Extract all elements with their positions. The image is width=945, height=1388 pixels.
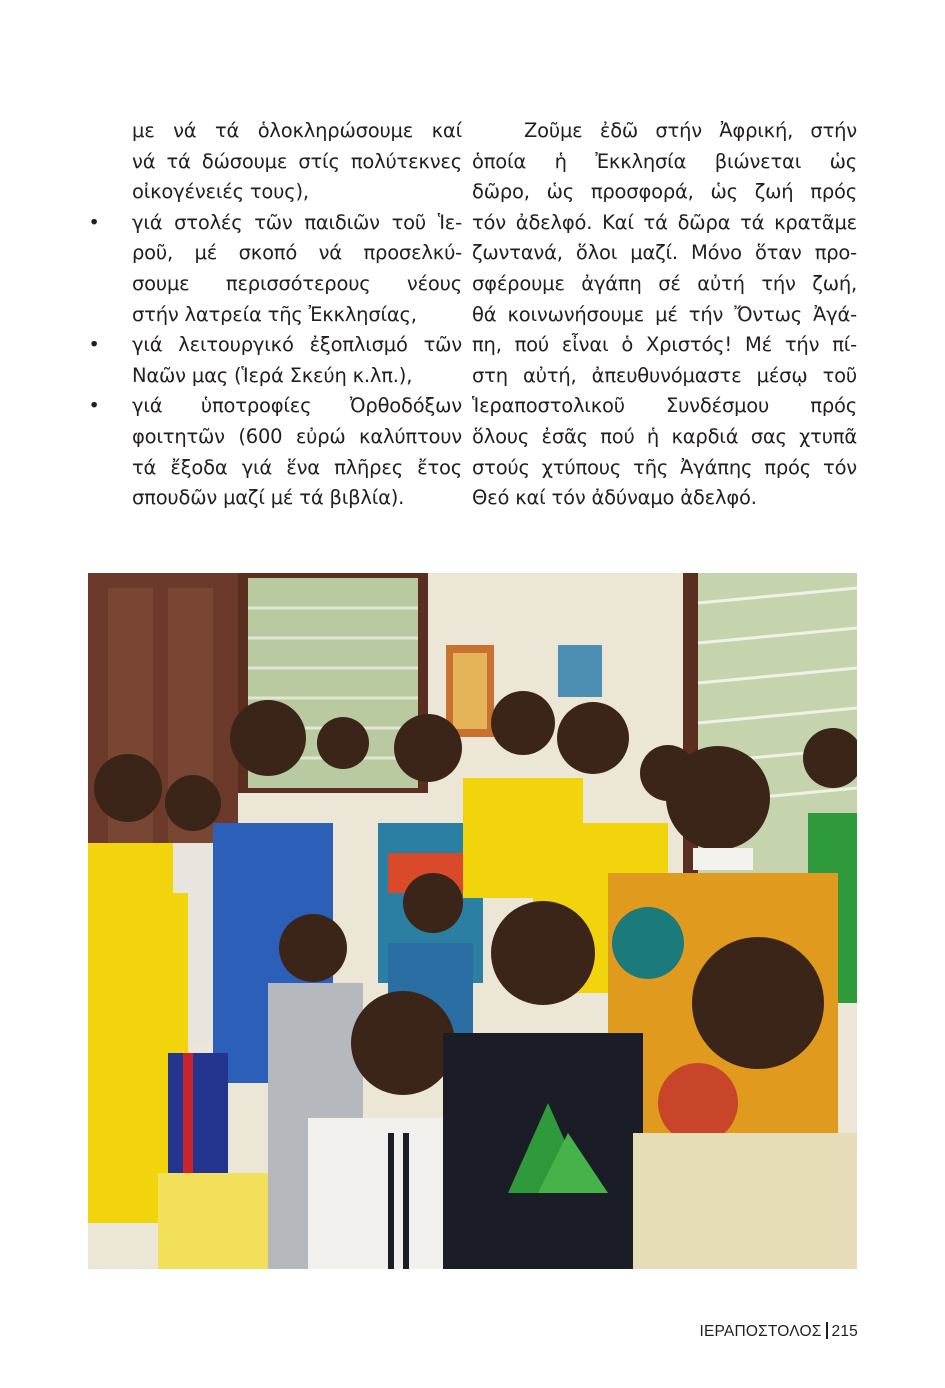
text-line: θά κοινωνήσουμε μέ τήν Ὄντως Ἀγά-: [472, 302, 857, 326]
left-column: [88, 116, 462, 514]
footer-divider: [826, 1322, 828, 1339]
text-line: Ναῶν μας (Ἱερά Σκεύη κ.λπ.),: [132, 363, 413, 387]
icon-painting-blue: [558, 645, 602, 697]
text-line: ὅλους ἐσᾶς πού ἡ καρδιά σας χτυπᾶ: [472, 424, 857, 448]
text-line: γιά ὑποτροφίες Ὀρθοδόξων: [132, 394, 462, 418]
bullet-item-scholarships: [88, 391, 462, 513]
icon-painting-inner: [453, 653, 487, 729]
text-line: τόν ἀδελφό. Καί τά δῶρα τά κρατᾶμε: [472, 210, 857, 234]
text-line: ζωντανά, ὅλοι μαζί. Μόνο ὅταν προ-: [472, 241, 857, 265]
text-line: στη αὐτή, ἀπευθυνόμαστε μέσῳ τοῦ: [472, 363, 857, 387]
bullet-line: [88, 391, 462, 422]
text-line: δῶρο, ὡς προσφορά, ὡς ζωή πρός: [472, 180, 857, 204]
photo-illustration: [88, 573, 857, 1269]
text-line: οἰκογένειές τους),: [132, 180, 309, 204]
text-line: γιά λειτουργικό ἐξοπλισμό τῶν: [132, 333, 462, 357]
bullet-item-liturgical-equipment: [88, 330, 462, 391]
page-number: 215: [831, 1323, 858, 1340]
bullet-line: [88, 330, 462, 361]
text-line: φοιτητῶν (600 εὐρώ καλύπτουν: [132, 424, 462, 448]
text-line: σφέρουμε ἀγάπη σέ αὐτή τήν ζωή,: [472, 271, 857, 295]
text-line: τά ἔξοδα γιά ἕνα πλῆρες ἔτος: [132, 455, 462, 479]
text-line: πη, πού εἶναι ὁ Χριστός! Μέ τήν πί-: [472, 333, 857, 357]
text-line: σουμε περισσότερους νέους: [132, 271, 462, 295]
bullet-icon: •: [88, 394, 100, 418]
text-line: Ἱεραποστολικοῦ Συνδέσμου πρός: [472, 394, 857, 418]
bullet-item-uniforms: [88, 208, 462, 330]
text-line: σπουδῶν μαζί μέ τά βιβλία).: [132, 486, 405, 510]
text-line: με νά τά ὁλοκληρώσουμε καί: [132, 119, 462, 142]
text-line: γιά στολές τῶν παιδιῶν τοῦ Ἱε-: [132, 210, 462, 234]
text-line: ὁποία ἡ Ἐκκλησία βιώνεται ὡς: [472, 149, 857, 173]
right-column: [472, 116, 857, 514]
bullet-icon: •: [88, 333, 100, 357]
text-line: Θεό καί τόν ἀδύναμο ἀδελφό.: [472, 486, 757, 510]
door-panel: [168, 588, 213, 878]
door-panel: [108, 588, 153, 878]
text-line: στήν λατρεία τῆς Ἐκκλησίας,: [132, 302, 417, 326]
text-line: Ζοῦμε ἐδῶ στήν Ἀφρική, στήν: [524, 119, 857, 142]
text-line: νά τά δώσουμε στίς πολύτεκνες: [132, 149, 462, 173]
bullet-icon: •: [88, 210, 100, 234]
page-footer: [699, 1322, 858, 1341]
text-line: στούς χτύπους τῆς Ἀγάπης πρός τόν: [472, 455, 857, 479]
magazine-name: ΙΕΡΑΠΟΣΤΟΛΟΣ: [699, 1323, 822, 1340]
group-of-children-photo: [88, 573, 857, 1269]
bullet-line: [88, 208, 462, 239]
text-line: ροῦ, μέ σκοπό νά προσελκύ-: [132, 241, 462, 265]
